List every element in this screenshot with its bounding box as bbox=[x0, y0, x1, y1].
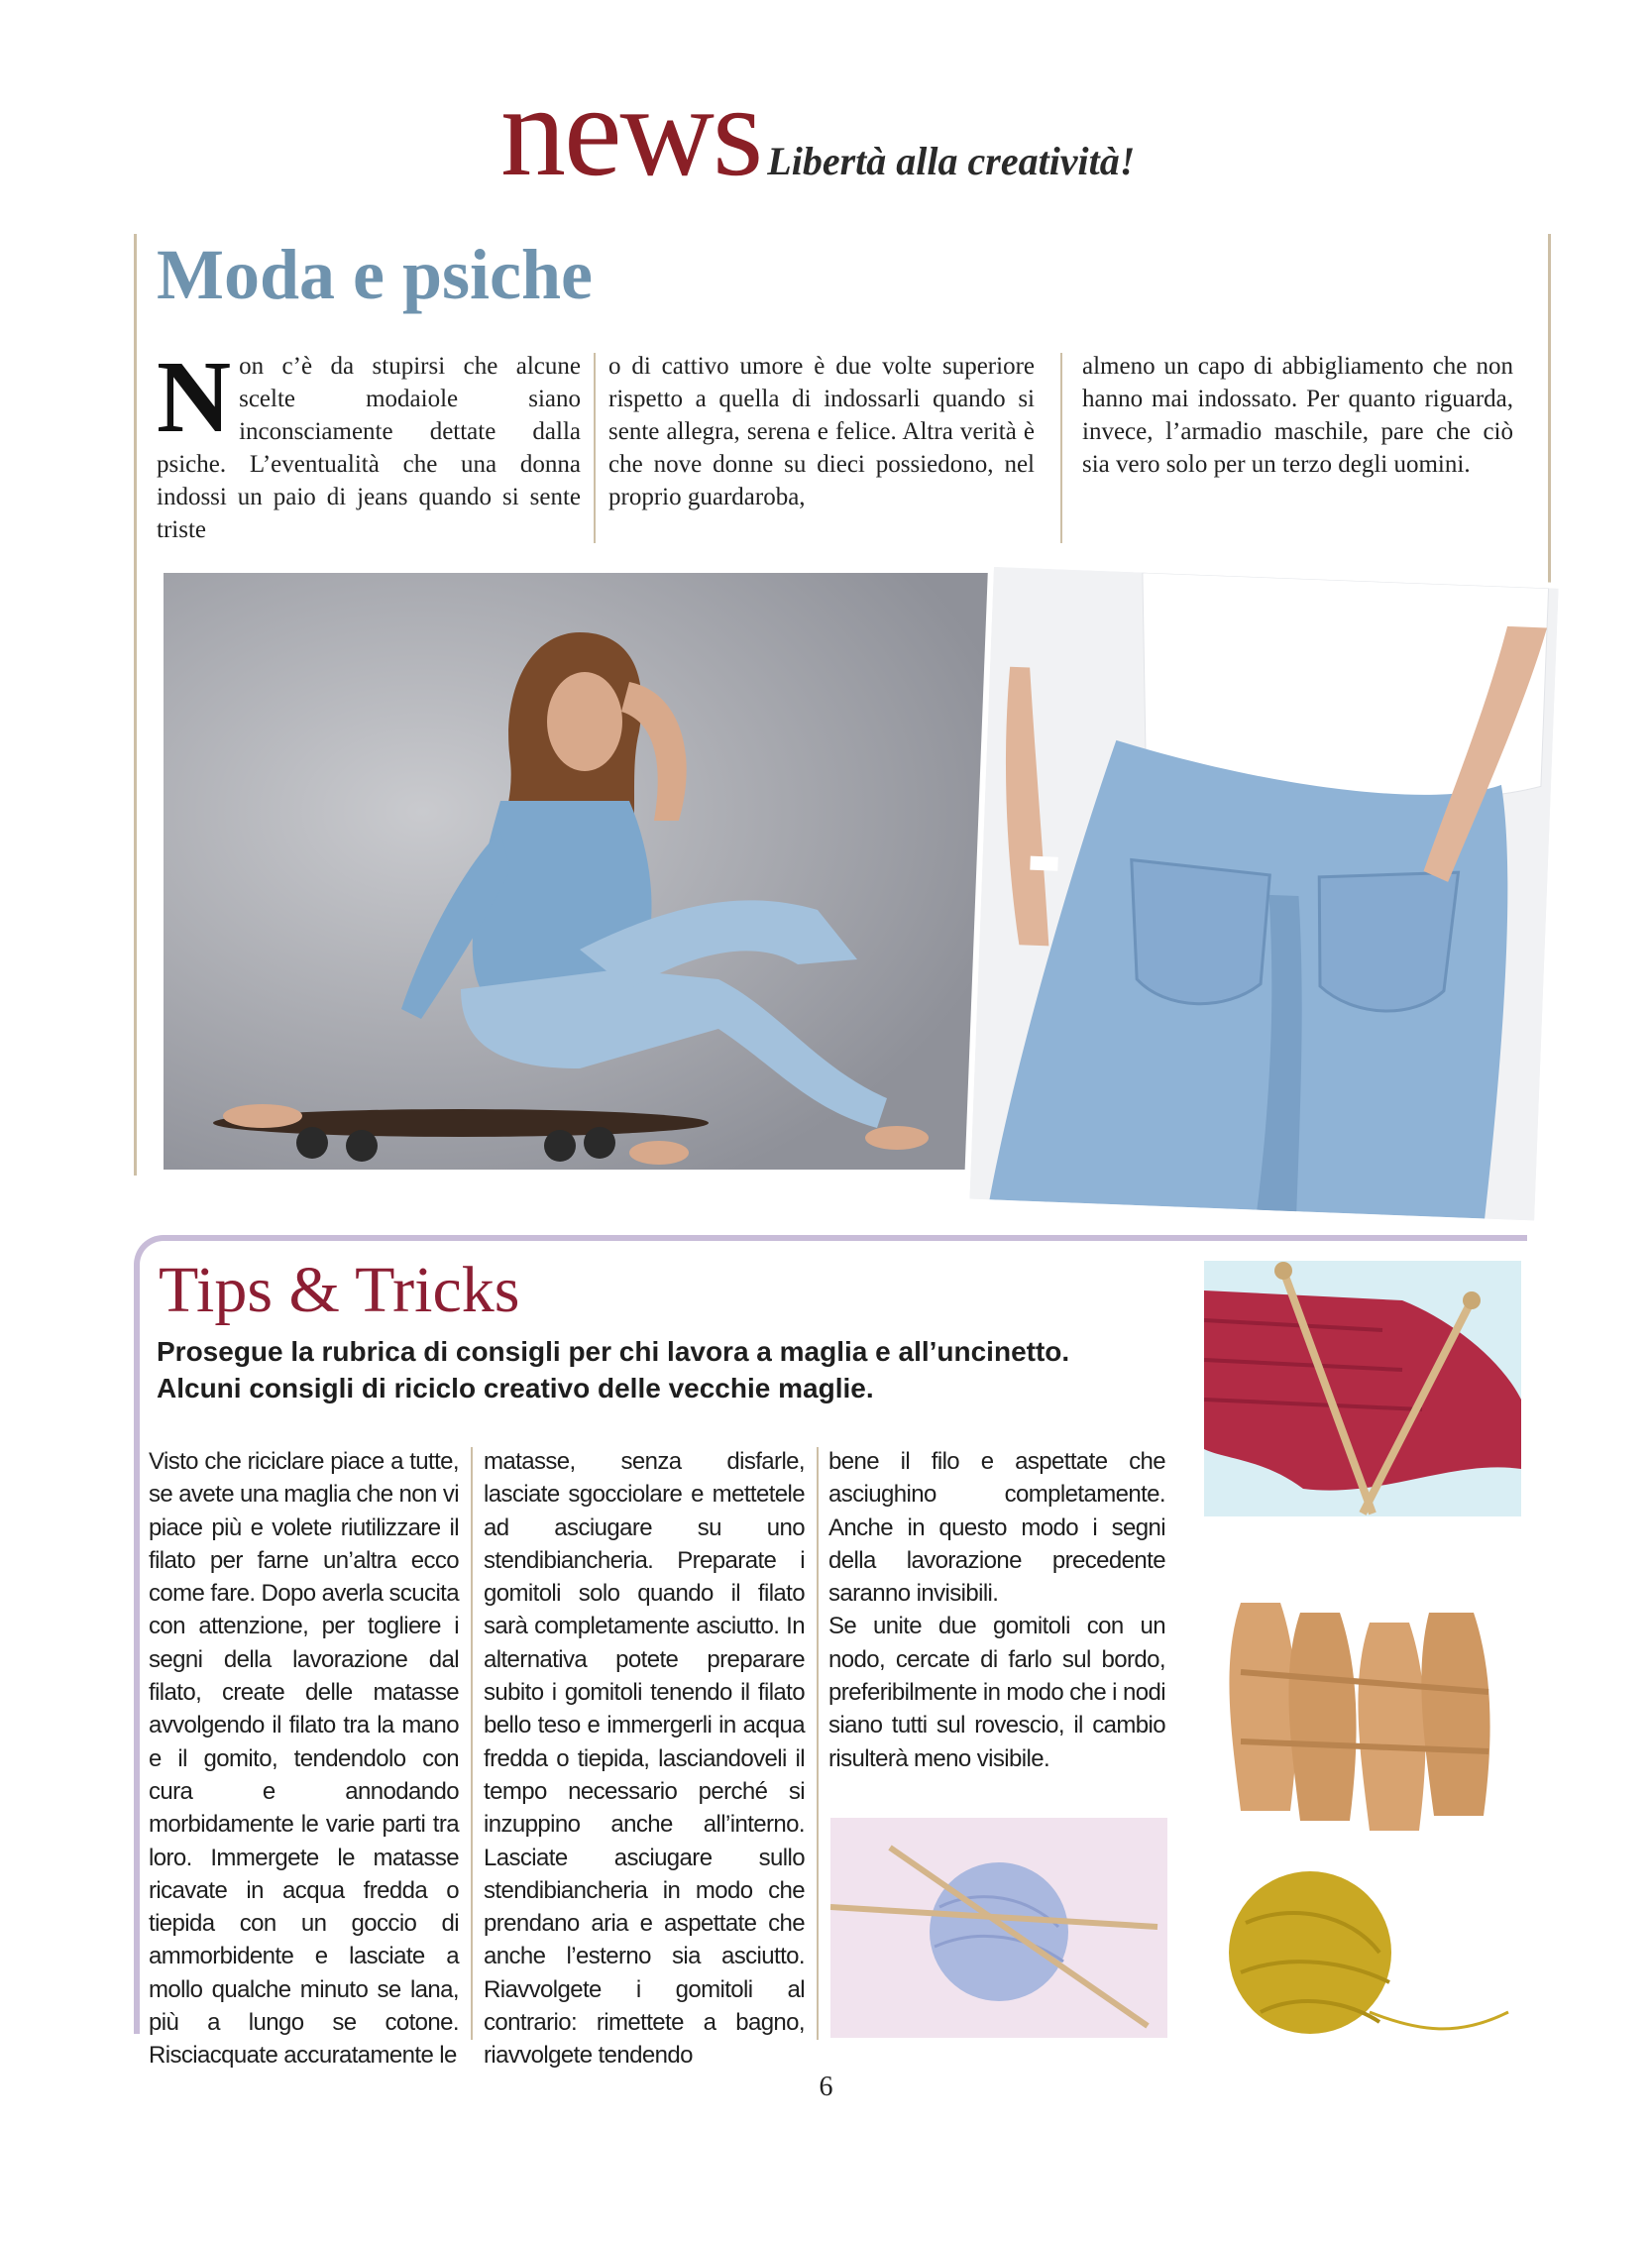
column-divider bbox=[1060, 353, 1062, 543]
jeans-illustration bbox=[970, 567, 1559, 1220]
yellow-ball-illustration bbox=[1201, 1863, 1522, 2062]
column-divider bbox=[817, 1447, 819, 2040]
photo-blue-ball-needles bbox=[830, 1818, 1167, 2038]
tips-column-1 bbox=[149, 1445, 459, 2073]
tips-column-2 bbox=[484, 1445, 805, 2073]
left-margin-rule bbox=[134, 234, 137, 1176]
article-column-2-text: o di cattivo umore è due volte superiore rispetto a quella di indossarli quando si sente allegra, serena e felice. Altra verità è che nove donne su dieci possiedono, nel proprio guardaroba, bbox=[608, 353, 1035, 510]
tips-column-3-para-1: bene il filo e aspettate che asciughino completamente. Anche in questo modo i segni della lavorazione precedente saranno invisibili. bbox=[828, 1448, 1165, 1608]
red-knitting-illustration bbox=[1204, 1261, 1521, 1516]
section-tagline: Libertà alla creatività! bbox=[767, 139, 1136, 183]
tips-column-3-para-2: Se unite due gomitoli con un nodo, cercate di farlo sul bordo, preferibilmente in modo che i nodi siano tutti sul rovescio, il cambio risulterà meno visibile. bbox=[828, 1613, 1165, 1772]
section-title: news bbox=[500, 57, 762, 203]
model-illustration bbox=[164, 573, 1028, 1170]
masthead bbox=[500, 57, 1254, 203]
photo-yellow-ball bbox=[1201, 1863, 1522, 2062]
right-margin-rule bbox=[1548, 234, 1551, 596]
article-column-1 bbox=[157, 340, 581, 546]
yarn-skeins-illustration bbox=[1201, 1583, 1522, 1845]
tips-subtitle-line-1: Prosegue la rubrica di consigli per chi lavora a maglia e all’uncinetto. bbox=[157, 1336, 1070, 1367]
article-column-2 bbox=[608, 350, 1035, 513]
article-title: Moda e psiche bbox=[157, 235, 593, 314]
photo-jeans-back bbox=[970, 567, 1559, 1220]
tips-column-2-text: matasse, senza disfarle, lasciate sgocciolare e mettetele ad asciugare su uno stendibiancheria. Preparate i gomitoli solo quando il filato sarà completamente asciutto. In alternativa potete preparare subito i gomitoli tenendo il filato bello teso e immergerli in acqua fredda o tiepida, lasciandoveli il tempo necessario perché si inzuppino anche all’interno. Lasciate asciugare sullo stendibiancheria in modo che prendano aria e aspettate che anche l’esterno sia asciutto. Riavvolgete i gomitoli al contrario: rimettete a bagno, riavvolgete tendendo bbox=[484, 1448, 805, 2070]
article-column-3 bbox=[1082, 350, 1513, 481]
tips-subtitle bbox=[157, 1333, 1167, 1406]
photo-yarn-skeins bbox=[1201, 1583, 1522, 1845]
tips-subtitle-line-2: Alcuni consigli di riciclo creativo delle vecchie maglie. bbox=[157, 1373, 874, 1403]
blue-ball-illustration bbox=[830, 1818, 1167, 2038]
column-divider bbox=[471, 1447, 473, 2040]
tips-title: Tips & Tricks bbox=[159, 1254, 520, 1326]
tips-column-3 bbox=[828, 1445, 1165, 1775]
article-column-1-text: on c’è da stupirsi che alcune scelte modaiole siano inconsciamente dettate dalla psiche. L’eventualità che una donna indossi un paio di jeans quando si sente triste bbox=[157, 353, 581, 543]
photo-model-skateboard bbox=[164, 573, 1028, 1170]
column-divider bbox=[594, 353, 596, 543]
page-number: 6 bbox=[819, 2072, 833, 2102]
article-column-3-text: almeno un capo di abbigliamento che non hanno mai indossato. Per quanto riguarda, invece, l’armadio maschile, pare che ciò sia vero solo per un terzo degli uomini. bbox=[1082, 353, 1513, 478]
tips-column-1-text: Visto che riciclare piace a tutte, se avete una maglia che non vi piace più e volete riutilizzare il filato per farne un’altra ecco come fare. Dopo averla scucita con attenzione, per togliere i segni della lavorazione dal filato, create delle matasse avvolgendo il filato tra la mano e il gomito, tendendolo con cura e annodando morbidamente le varie parti tra loro. Immergete le matasse ricavate in acqua fredda o tiepida con un goccio di ammorbidente e lasciate a mollo qualche minuto se lana, più a lungo se cotone. Risciacquate accuratamente le bbox=[149, 1448, 459, 2070]
photo-red-knitting bbox=[1204, 1261, 1521, 1516]
drop-cap: N bbox=[157, 340, 232, 454]
